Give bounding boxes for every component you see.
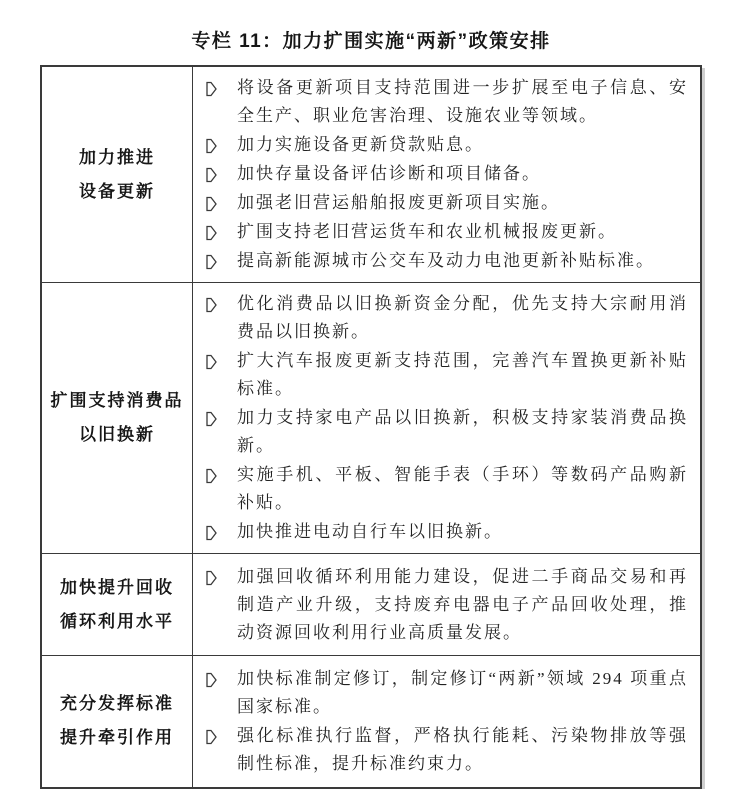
pentagon-right-arrow-icon	[206, 218, 237, 241]
policy-item	[206, 347, 688, 403]
policy-item-text: 强化标准执行监督，严格执行能耗、污染物排放等强制性标准，提升标准约束力。	[237, 725, 688, 773]
policy-item-text: 扩大汽车报废更新支持范围，完善汽车置换更新补贴标准。	[237, 351, 688, 398]
policy-item-text: 加快存量设备评估诊断和项目储备。	[237, 164, 541, 183]
row-label-line: 扩围支持消费品	[50, 391, 184, 410]
policy-item	[206, 665, 688, 721]
policy-item-text: 优化消费品以旧换新资金分配，优先支持大宗耐用消费品以旧换新。	[237, 294, 688, 341]
pentagon-right-arrow-icon	[206, 404, 237, 427]
policy-item	[206, 722, 688, 778]
policy-item-text: 实施手机、平板、智能手表（手环）等数码产品购新补贴。	[237, 465, 688, 512]
pentagon-right-arrow-icon	[206, 160, 237, 183]
pentagon-right-arrow-icon	[206, 665, 237, 688]
policy-item	[206, 247, 688, 275]
policy-item-text: 提高新能源城市公交车及动力电池更新补贴标准。	[237, 251, 655, 270]
row-label-line: 加力推进	[79, 147, 155, 167]
row-label-line: 提升牵引作用	[60, 728, 174, 748]
row-label	[41, 554, 193, 656]
policy-table	[40, 65, 702, 789]
pentagon-right-arrow-icon	[206, 131, 237, 154]
row-items	[193, 66, 702, 283]
policy-row-2	[41, 283, 701, 554]
pentagon-right-arrow-icon	[206, 563, 237, 586]
row-label	[41, 283, 193, 554]
pentagon-right-arrow-icon	[206, 722, 237, 745]
row-items	[193, 283, 702, 554]
policy-item-text: 加力支持家电产品以旧换新，积极支持家装消费品换新。	[237, 408, 688, 455]
policy-item-text: 加快推进电动自行车以旧换新。	[237, 522, 503, 541]
pentagon-right-arrow-icon	[206, 247, 237, 270]
policy-item-text: 加强老旧营运船舶报废更新项目实施。	[237, 193, 560, 212]
policy-table-body	[41, 66, 701, 788]
row-label-line: 以旧换新	[79, 425, 155, 444]
policy-item-text: 加强回收循环利用能力建设，促进二手商品交易和再制造产业升级，支持废弃电器电子产品回收处理，推动资源回收利用行业高质量发展。	[237, 566, 688, 642]
pentagon-right-arrow-icon	[206, 518, 237, 541]
row-label-line: 循环利用水平	[60, 611, 174, 631]
row-items	[193, 554, 702, 656]
policy-item-text: 将设备更新项目支持范围进一步扩展至电子信息、安全生产、职业危害治理、设施农业等领域。	[237, 78, 688, 125]
row-label-line: 设备更新	[79, 181, 155, 201]
policy-item	[206, 404, 688, 460]
policy-item	[206, 290, 688, 346]
pentagon-right-arrow-icon	[206, 290, 237, 313]
policy-item-text: 加力实施设备更新贷款贴息。	[237, 135, 484, 154]
policy-item	[206, 563, 688, 647]
policy-item	[206, 74, 688, 130]
policy-item	[206, 218, 688, 246]
pentagon-right-arrow-icon	[206, 74, 237, 97]
row-items	[193, 656, 702, 788]
row-label-line: 加快提升回收	[60, 577, 174, 597]
box-title: 专栏 11：加力扩围实施“两新”政策安排	[191, 31, 551, 52]
policy-item	[206, 160, 688, 188]
row-label-line: 充分发挥标准	[60, 694, 174, 714]
row-label	[41, 66, 193, 283]
policy-row-3	[41, 554, 701, 656]
pentagon-right-arrow-icon	[206, 189, 237, 212]
policy-item	[206, 131, 688, 159]
row-label	[41, 656, 193, 788]
pentagon-right-arrow-icon	[206, 461, 237, 484]
policy-row-1	[41, 66, 701, 283]
policy-item-text: 加快标准制定修订，制定修订“两新”领域 294 项重点国家标准。	[237, 668, 688, 716]
policy-item	[206, 461, 688, 517]
policy-item	[206, 518, 688, 546]
pentagon-right-arrow-icon	[206, 347, 237, 370]
policy-row-4	[41, 656, 701, 788]
policy-item-text: 扩围支持老旧营运货车和农业机械报废更新。	[237, 222, 617, 241]
policy-item	[206, 189, 688, 217]
